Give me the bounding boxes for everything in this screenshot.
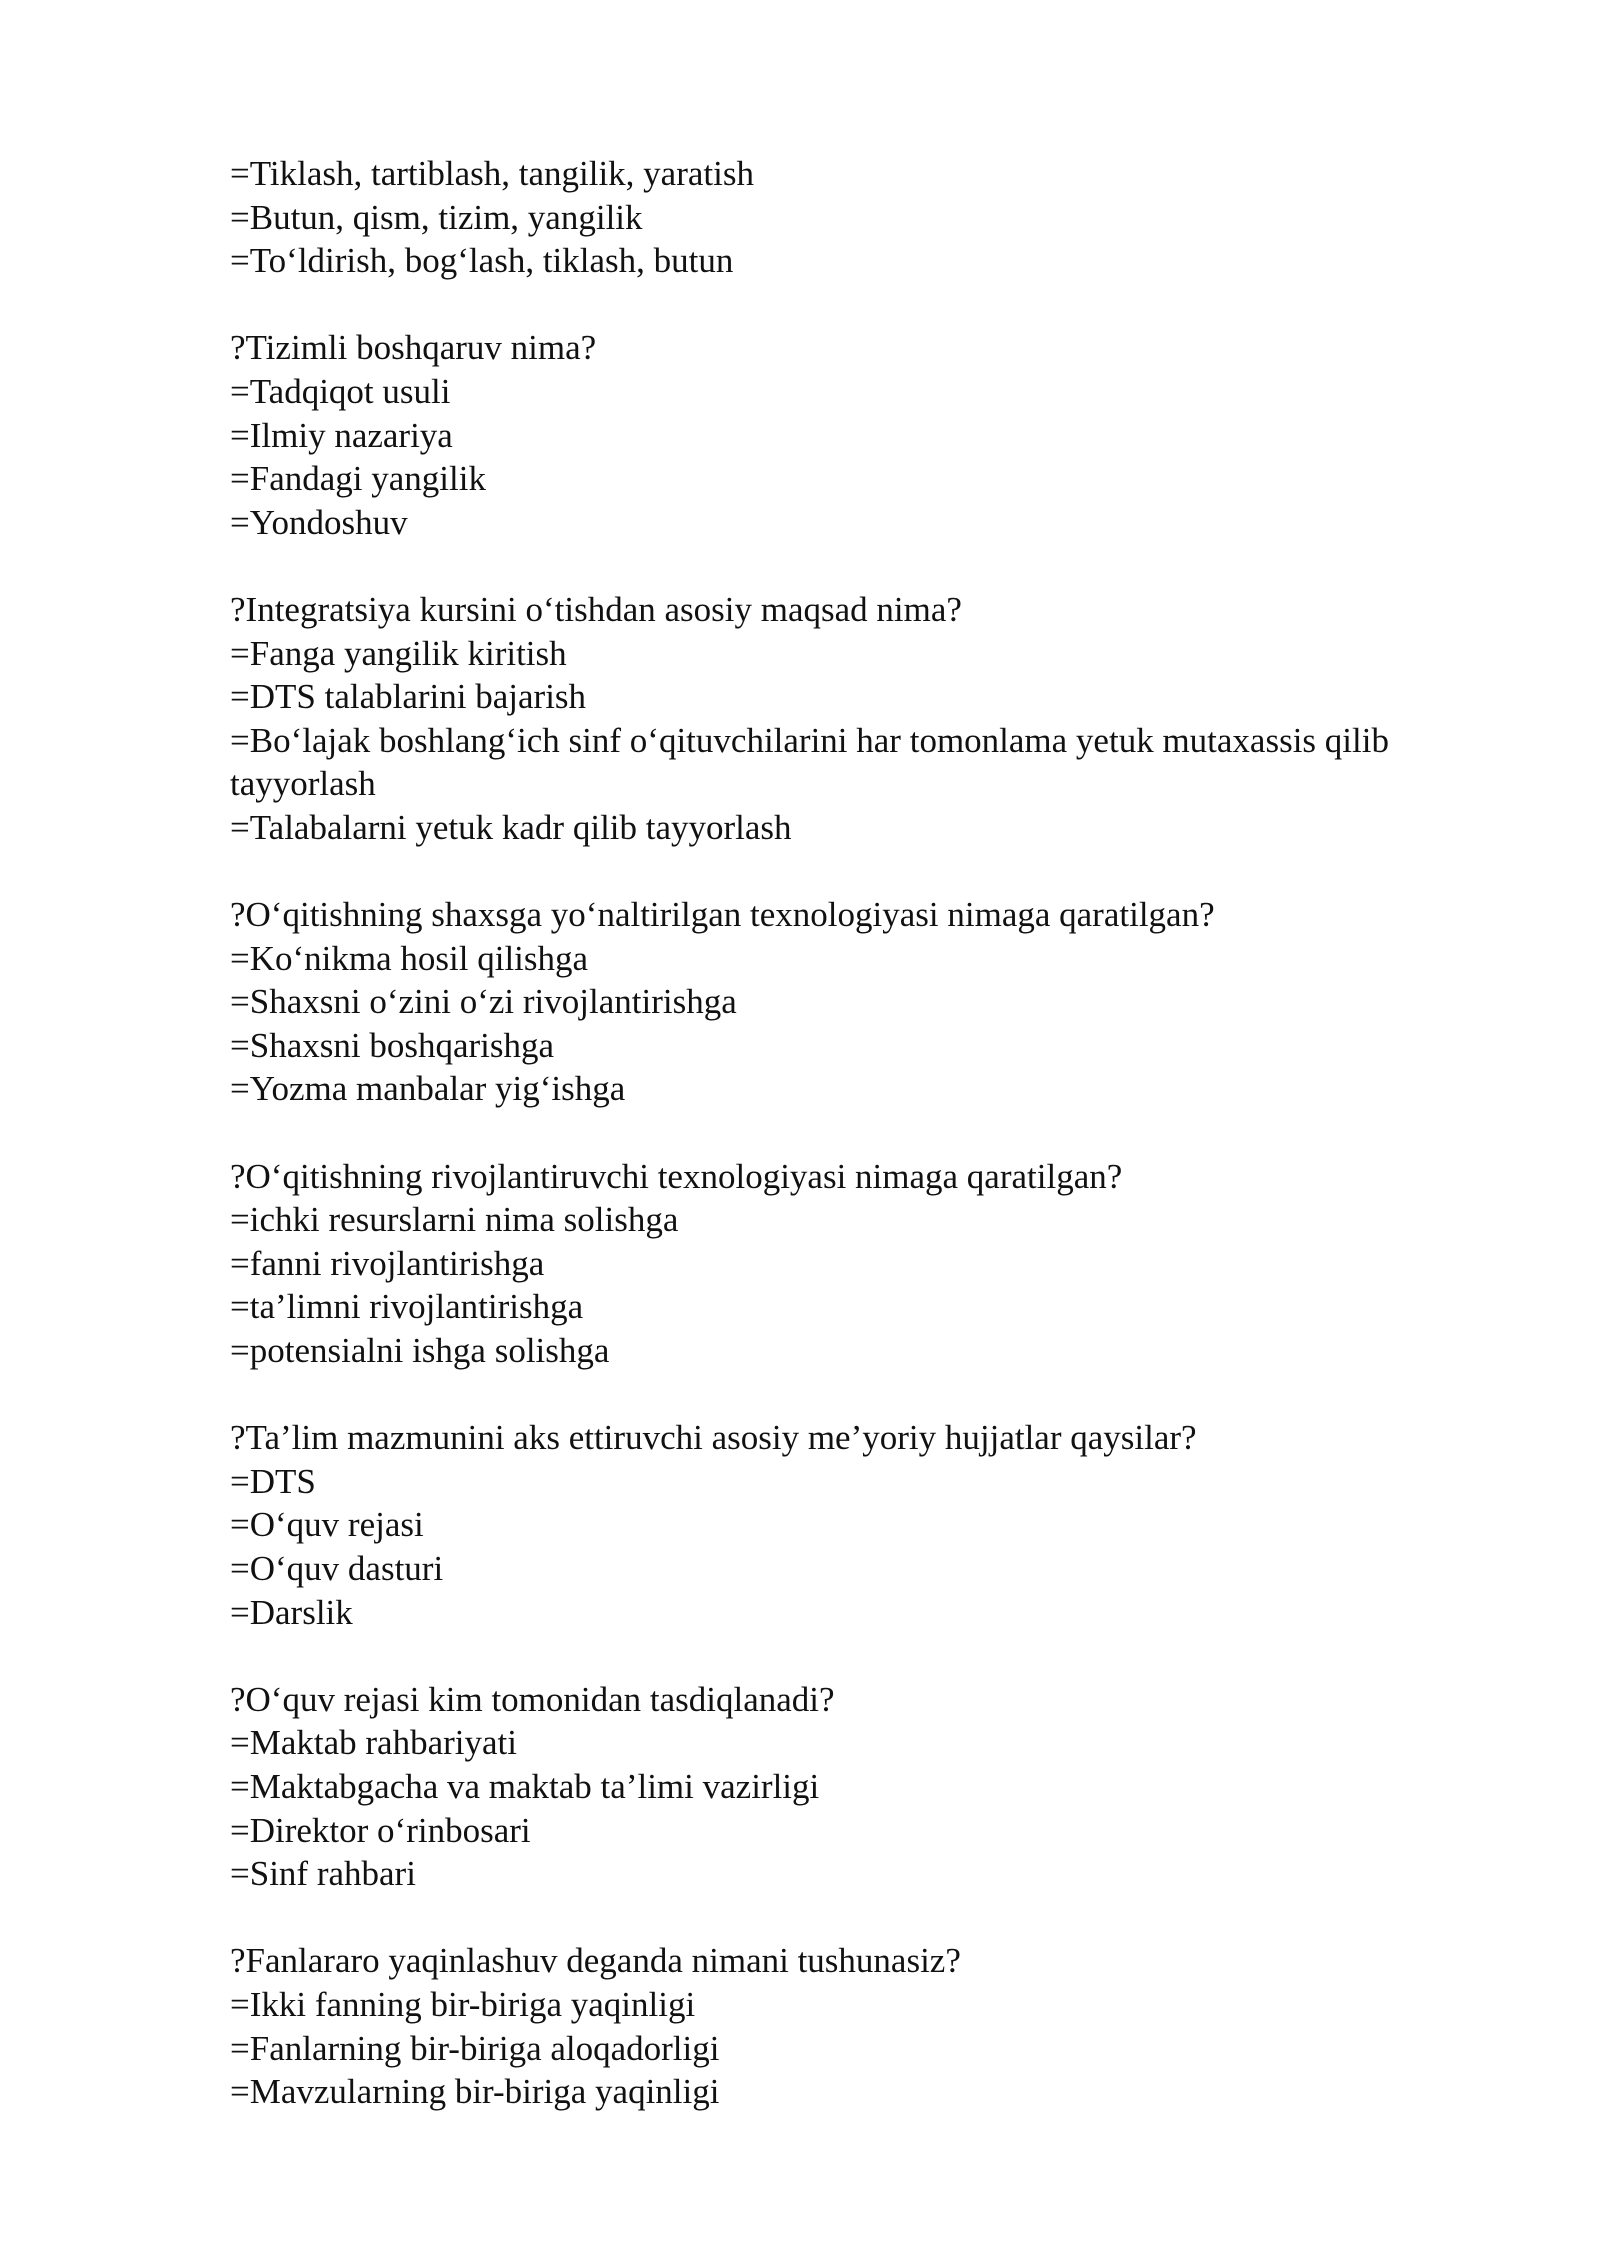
answer-option: =Fandagi yangilik (230, 459, 486, 499)
answer-option: =Fanlarning bir-biriga aloqadorligi (230, 2028, 720, 2068)
question-text: ?Integratsiya kursini o‘tishdan asosiy maqsad nima? (230, 589, 962, 629)
answer-option: =Tiklash, tartiblash, tangilik, yaratish (230, 154, 754, 193)
answer-option: =Ko‘nikma hosil qilishga (230, 938, 589, 978)
answer-option: =DTS talablarini bajarish (230, 677, 587, 717)
question-block-6 (230, 1678, 1530, 1896)
answer-option: =Ilmiy nazariya (230, 415, 453, 455)
answer-option: =O‘quv rejasi (230, 1505, 424, 1545)
question-block-0 (230, 152, 1530, 283)
question-block-3 (230, 893, 1530, 1111)
answer-option: =Talabalarni yetuk kadr qilib tayyorlash (230, 807, 792, 847)
answer-option: =ta’limni rivojlantirishga (230, 1287, 584, 1327)
answer-option: =Maktab rahbariyati (230, 1723, 517, 1763)
question-block-2 (230, 588, 1530, 850)
answer-option: =Ikki fanning bir-biriga yaqinligi (230, 1984, 696, 2024)
answer-option: =Shaxsni o‘zini o‘zi rivojlantirishga (230, 982, 737, 1022)
answer-option: =Bo‘lajak boshlang‘ich sinf o‘qituvchilarini har tomonlama yetuk mutaxassis qilib tayyorlash (230, 720, 1389, 804)
answer-option: =DTS (230, 1461, 316, 1501)
answer-option: =To‘ldirish, bog‘lash, tiklash, butun (230, 241, 734, 281)
question-text: ?O‘quv rejasi kim tomonidan tasdiqlanadi? (230, 1679, 835, 1719)
answer-option: =Fanga yangilik kiritish (230, 633, 567, 673)
question-block-7 (230, 1939, 1530, 2113)
question-block-1 (230, 326, 1530, 544)
question-text: ?Tizimli boshqaruv nima? (230, 328, 597, 368)
answer-option: =Shaxsni boshqarishga (230, 1025, 555, 1065)
question-text: ?Fanlararo yaqinlashuv deganda nimani tushunasiz? (230, 1941, 961, 1981)
question-block-4 (230, 1155, 1530, 1373)
answer-option: =ichki resurslarni nima solishga (230, 1200, 679, 1240)
question-text: ?Ta’lim mazmunini aks ettiruvchi asosiy me’yoriy hujjatlar qaysilar? (230, 1418, 1197, 1458)
answer-option: =Yondoshuv (230, 502, 408, 542)
answer-option: =potensialni ishga solishga (230, 1331, 610, 1371)
answer-option: =O‘quv dasturi (230, 1549, 444, 1588)
answer-option: =Butun, qism, tizim, yangilik (230, 197, 643, 237)
answer-option: =Sinf rahbari (230, 1854, 416, 1894)
document-page (230, 152, 1530, 2157)
answer-option: =Direktor o‘rinbosari (230, 1810, 531, 1850)
answer-option: =Darslik (230, 1592, 353, 1632)
answer-option: =Maktabgacha va maktab ta’limi vazirligi (230, 1766, 820, 1806)
answer-option: =fanni rivojlantirishga (230, 1243, 545, 1283)
answer-option: =Tadqiqot usuli (230, 371, 451, 411)
question-text: ?O‘qitishning rivojlantiruvchi texnologiyasi nimaga qaratilgan? (230, 1156, 1123, 1196)
question-block-5 (230, 1416, 1530, 1634)
question-text: ?O‘qitishning shaxsga yo‘naltirilgan texnologiyasi nimaga qaratilgan? (230, 895, 1215, 935)
answer-option: =Yozma manbalar yig‘ishga (230, 1069, 626, 1109)
answer-option: =Mavzularning bir-biriga yaqinligi (230, 2072, 720, 2112)
